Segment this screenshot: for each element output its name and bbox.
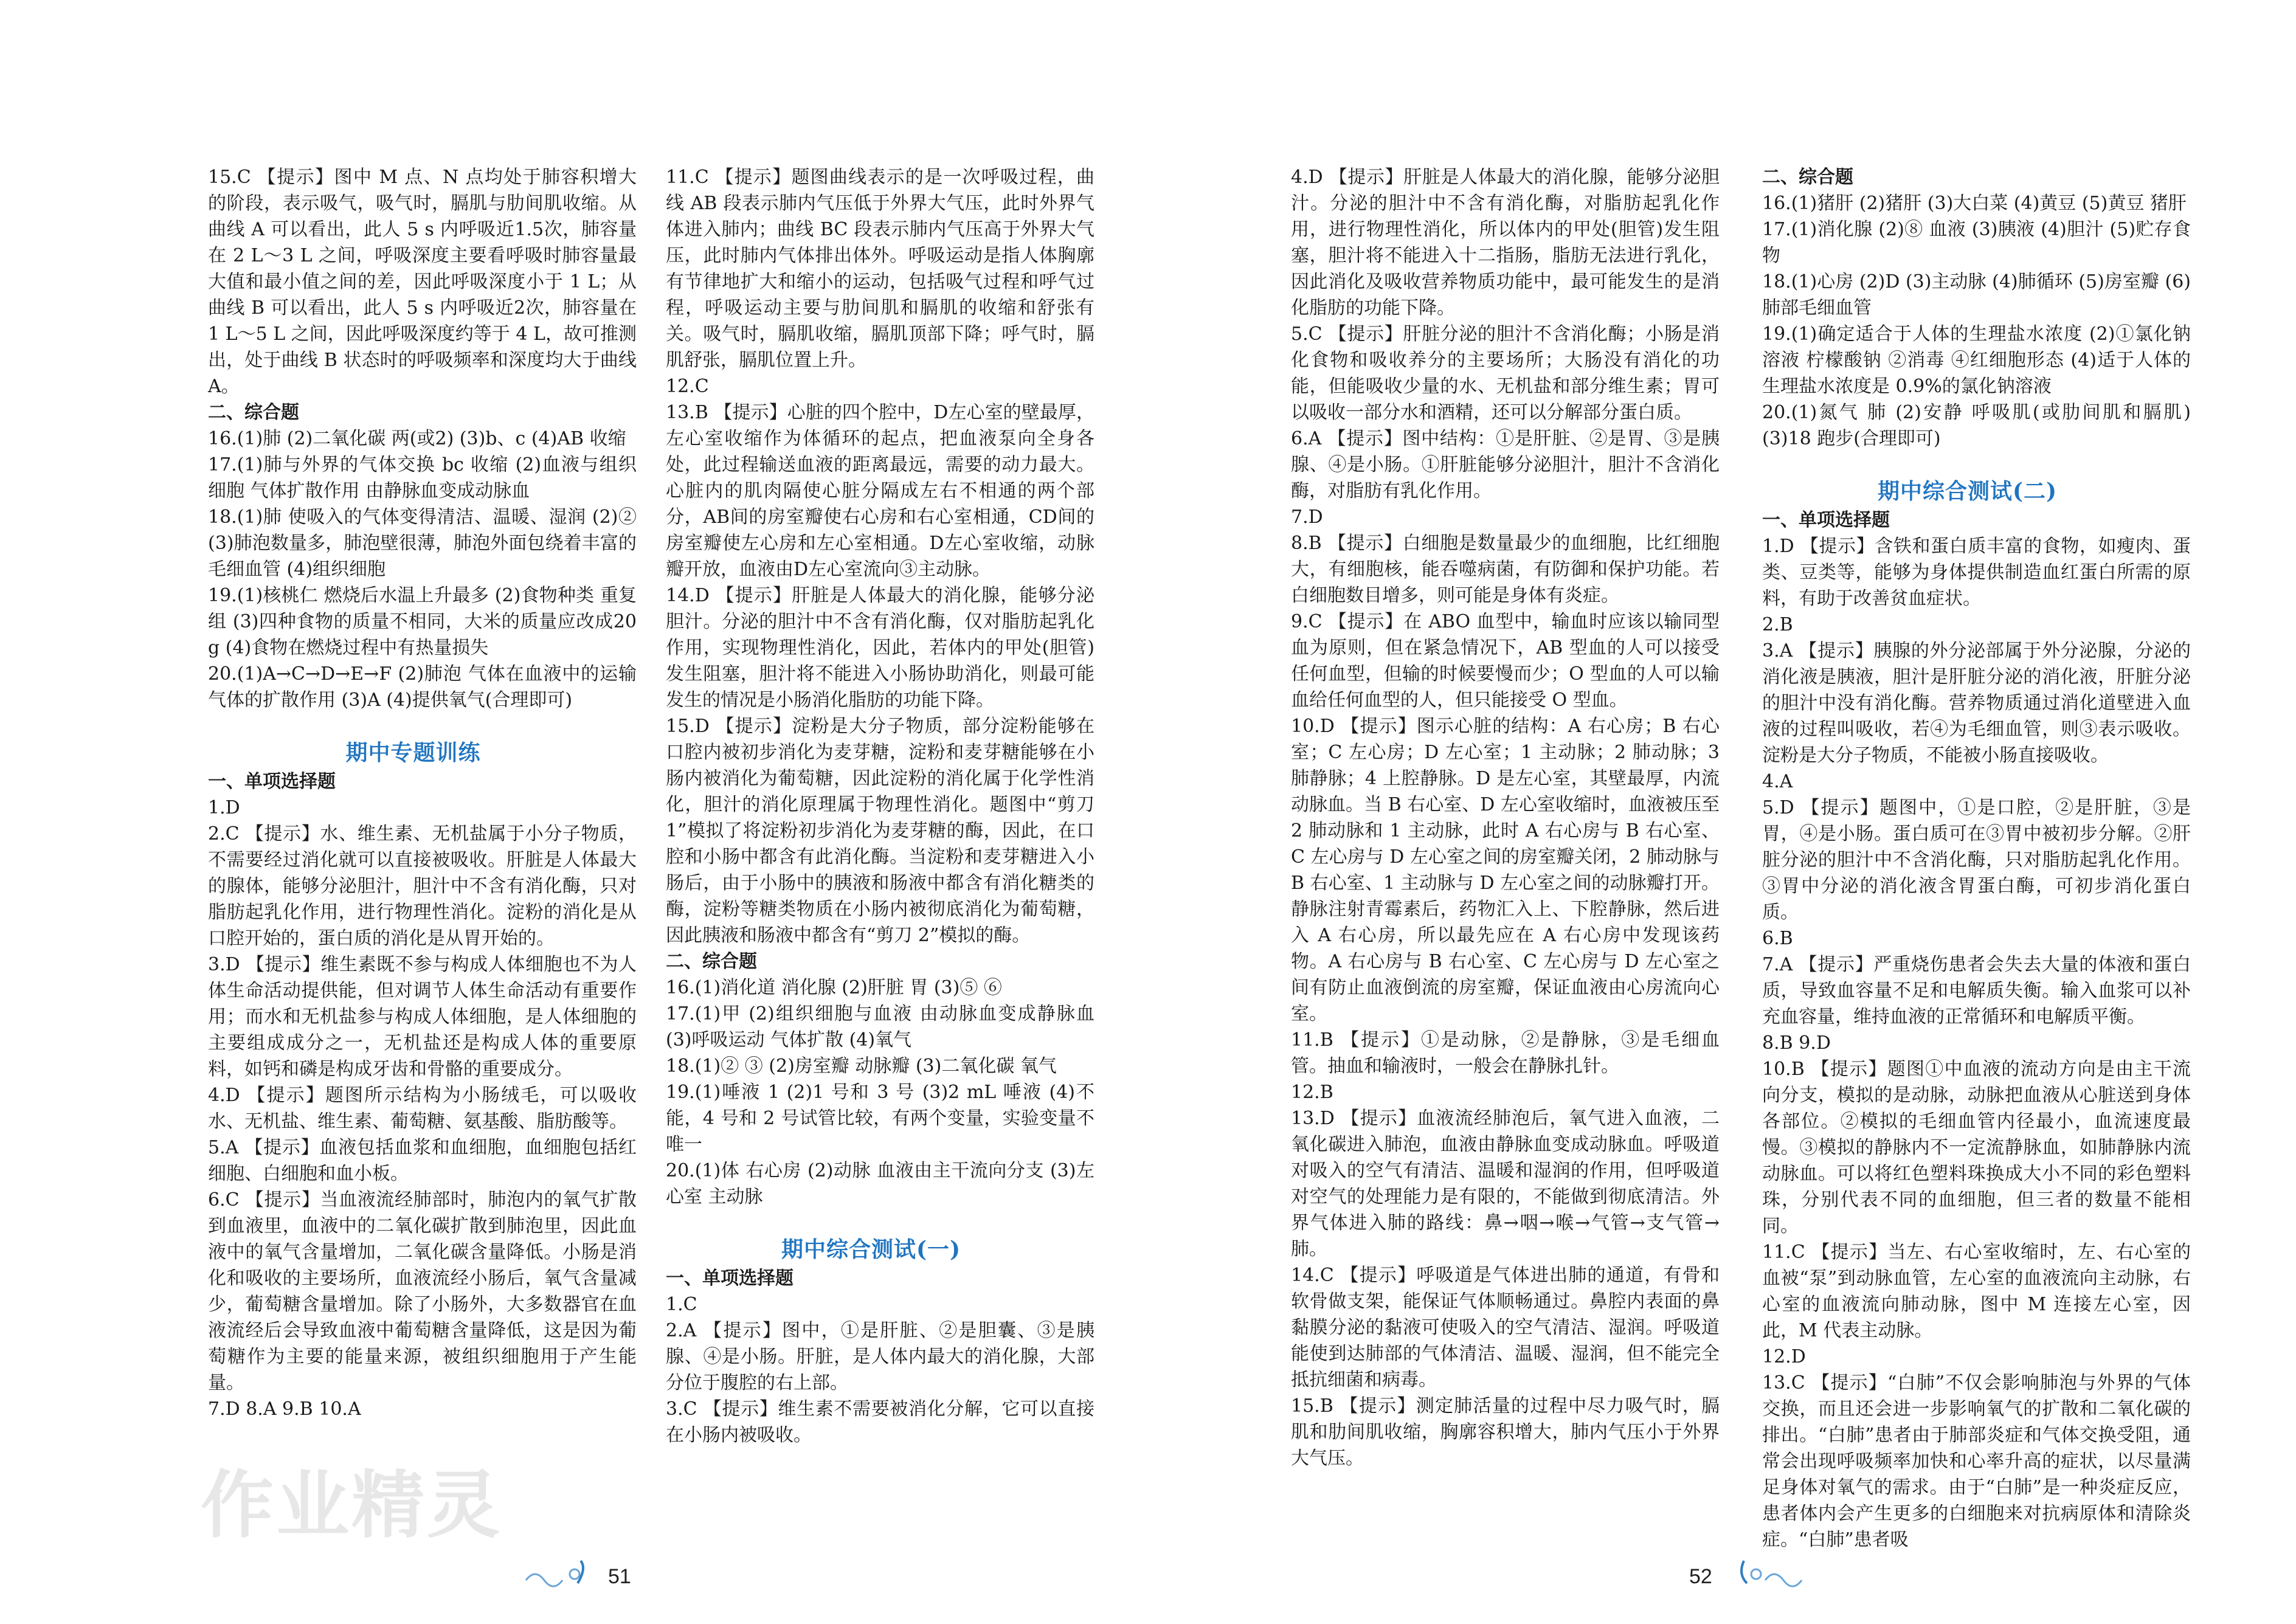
- wave-ornament-icon: [1732, 1556, 1805, 1592]
- answer-item: 17.(1)消化腺 (2)⑧ 血液 (3)胰液 (4)胆汁 (5)贮存食物: [1762, 219, 2191, 266]
- answer-item: 3.C 【提示】维生素不需要被消化分解，它可以直接在小肠内被吸收。: [666, 1398, 1094, 1446]
- answer-item: 1.D: [208, 797, 240, 818]
- answer-item: 6.A 【提示】图中结构：①是肝脏、②是胃、③是胰腺、④是小肠。①肝脏能够分泌胆汁，胆汁不含消化酶，对脂肪有乳化作用。: [1291, 428, 1720, 502]
- wave-ornament-icon: [520, 1556, 593, 1592]
- section-heading: 二、综合题: [666, 951, 757, 972]
- right-col-1: [1273, 164, 1720, 1471]
- answer-item: 16.(1)肺 (2)二氧化碳 两(或2) (3)b、c (4)AB 收缩: [208, 428, 626, 449]
- answer-item: 16.(1)消化道 消化腺 (2)肝脏 胃 (3)⑤ ⑥: [666, 977, 1002, 998]
- section-title: 期中综合测试(二): [1877, 479, 2058, 504]
- answer-item: 17.(1)甲 (2)组织细胞与血液 由动脉血变成静脉血 (3)呼吸运动 气体扩散 (4)氧气: [666, 1003, 1094, 1051]
- answer-item: 10.D 【提示】图示心脏的结构：A 右心房；B 右心室；C 左心房；D 左心室；1 主动脉；2 肺动脉；3 肺静脉；4 上腔静脉。D 是左心室，其壁最厚，内流动脉血。当 B 右心室、D 左心室收缩时，血液被压至 2 肺动脉和 1 主动脉，此时 A 右心房与 B 右心室、C 左心房与 D 左心室之间的房室瓣关闭，2 肺动脉与 B 右心室、1 主动脉与 D 左心室之间的动脉瓣打开。静脉注射青霉素后，药物汇入上、下腔静脉，然后进入 A 右心房，所以最先应在 A 右心房中发现该药物。A 右心房与 B 右心室、C 左心房与 D 左心室之间有防止血液倒流的房室瓣，保证血液由心房流向心室。: [1291, 716, 1720, 1025]
- answer-item: 18.(1)② ③ (2)房室瓣 动脉瓣 (3)二氧化碳 氧气: [666, 1056, 1057, 1077]
- answer-item: 4.D 【提示】题图所示结构为小肠绒毛，可以吸收水、无机盐、维生素、葡萄糖、氨基酸、脂肪酸等。: [208, 1085, 637, 1132]
- answer-item: 5.C 【提示】肝脏分泌的胆汁不含消化酶；小肠是消化食物和吸收养分的主要场所；大肠没有消化的功能，但能吸收少量的水、无机盐和部分维生素；胃可以吸收一部分水和酒精，还可以分解部分蛋白质。: [1291, 323, 1720, 423]
- answer-item: 12.C: [666, 376, 709, 397]
- page-number: 51: [608, 1565, 631, 1588]
- answer-item: 15.C 【提示】图中 M 点、N 点均处于肺容积增大的阶段，表示吸气，吸气时，膈肌与肋间肌收缩。从曲线 A 可以看出，此人 5 s 内呼吸近1.5次，肺容量在 2 L～3 L 之间，呼吸深度主要看呼吸时肺容量最大值和最小值之间的差，因此呼吸深度小于 1 L；从曲线 B 可以看出，此人 5 s 内呼吸近2次，肺容量在 1 L～5 L 之间，因此呼吸深度约等于 4 L，故可推测出，处于曲线 B 状态时的呼吸频率和深度均大于曲线 A。: [208, 167, 637, 397]
- answer-item: 6.B: [1762, 928, 1793, 949]
- watermark: 作业精灵: [201, 1463, 502, 1548]
- section-heading: 二、综合题: [208, 402, 299, 423]
- answer-item: 10.B 【提示】题图①中血液的流动方向是由主干流向分支，模拟的是动脉，动脉把血液从心脏送到身体各部位。②模拟的毛细血管内径最小，血流速度最慢。③模拟的静脉内不一定流静脉血，如肺静脉内流动脉血。可以将红色塑料珠换成大小不同的彩色塑料珠，分别代表不同的血细胞，但三者的数量不能相同。: [1762, 1059, 2191, 1237]
- answer-item: 3.A 【提示】胰腺的外分泌部属于外分泌腺，分泌的消化液是胰液，胆汁是肝脏分泌的消化液，肝脏分泌的胆汁中没有消化酶。营养物质通过消化道壁进入血液的过程叫吸收，若④为毛细血管，则③表示吸收。淀粉是大分子物质，不能被小肠直接吸收。: [1762, 640, 2191, 766]
- answer-item: 18.(1)心房 (2)D (3)主动脉 (4)肺循环 (5)房室瓣 (6)肺部毛细血管: [1762, 271, 2191, 319]
- right-page: [1148, 0, 2296, 1624]
- answer-item: 13.C 【提示】“白肺”不仅会影响肺泡与外界的气体交换，而且还会进一步影响氧气的扩散和二氧化碳的排出。“白肺”患者由于肺部炎症和气体交换受阻，通常会出现呼吸频率加快和心率升高的症状，以尽量满足身体对氧气的需求。由于“白肺”是一种炎症反应，患者体内会产生更多的白细胞来对抗病原体和清除炎症。“白肺”患者吸: [1762, 1372, 2191, 1550]
- answer-item: 17.(1)肺与外界的气体交换 bc 收缩 (2)血液与组织细胞 气体扩散作用 由静脉血变成动脉血: [208, 454, 637, 502]
- answer-item: 2.A 【提示】图中，①是肝脏、②是胆囊、③是胰腺、④是小肠。肝脏，是人体内最大的消化腺，大部分位于腹腔的右上部。: [666, 1320, 1094, 1394]
- answer-item: 5.A 【提示】血液包括血浆和血细胞，血细胞包括红细胞、白细胞和血小板。: [208, 1137, 637, 1184]
- answer-item: 1.D 【提示】含铁和蛋白质丰富的食物，如瘦肉、蛋类、豆类等，能够为身体提供制造血红蛋白所需的原料，有助于改善贫血症状。: [1762, 536, 2191, 609]
- answer-item: 2.B: [1762, 614, 1793, 635]
- answer-item: 15.B 【提示】测定肺活量的过程中尽力吸气时，膈肌和肋间肌收缩，胸廓容积增大，肺内气压小于外界大气压。: [1291, 1395, 1720, 1469]
- left-col-1: [190, 164, 637, 1422]
- section-heading: 一、单项选择题: [1762, 510, 1890, 531]
- answer-item: 18.(1)肺 使吸入的气体变得清洁、温暖、湿润 (2)② (3)肺泡数量多，肺泡壁很薄，肺泡外面包绕着丰富的毛细血管 (4)组织细胞: [208, 506, 637, 580]
- answer-item: 20.(1)A→C→D→E→F (2)肺泡 气体在血液中的运输 气体的扩散作用 (3)A (4)提供氧气(合理即可): [208, 663, 637, 711]
- left-col-2: [648, 164, 1094, 1448]
- answer-item: 11.C 【提示】题图曲线表示的是一次呼吸过程，曲线 AB 段表示肺内气压低于外界大气压，此时外界气体进入肺内；曲线 BC 段表示肺内气压高于外界大气压，此时肺内气体排出体外。呼吸运动是指人体胸廓有节律地扩大和缩小的运动，包括吸气过程和呼气过程，呼吸运动主要与肋间肌和膈肌的收缩和舒张有关。吸气时，膈肌收缩，膈肌顶部下降；呼气时，膈肌舒张，膈肌位置上升。: [666, 167, 1094, 371]
- answer-item: 15.D 【提示】淀粉是大分子物质，部分淀粉能够在口腔内被初步消化为麦芽糖，淀粉和麦芽糖能够在小肠内被消化为葡萄糖，因此淀粉的消化属于化学性消化，胆汁的消化原理属于物理性消化。题图中“剪刀 1”模拟了将淀粉初步消化为麦芽糖的酶，因此，在口腔和小肠中都含有此消化酶。当淀粉和麦芽糖进入小肠后，由于小肠中的胰液和肠液中都含有消化糖类的酶，淀粉等糖类物质在小肠内被彻底消化为葡萄糖，因此胰液和肠液中都含有“剪刀 2”模拟的酶。: [666, 716, 1094, 946]
- answer-item: 1.C: [666, 1294, 697, 1315]
- answer-item: 19.(1)确定适合于人体的生理盐水浓度 (2)①氯化钠溶液 柠檬酸钠 ②消毒 ④红细胞形态 (4)适于人体的生理盐水浓度是 0.9%的氯化钠溶液: [1762, 323, 2191, 397]
- answer-item: 16.(1)猪肝 (2)猪肝 (3)大白菜 (4)黄豆 (5)黄豆 猪肝: [1762, 193, 2187, 214]
- answer-item: 12.D: [1762, 1346, 1806, 1367]
- answer-item: 20.(1)体 右心房 (2)动脉 血液由主干流向分支 (3)左心室 主动脉: [666, 1160, 1094, 1208]
- answer-item: 2.C 【提示】水、维生素、无机盐属于小分子物质，不需要经过消化就可以直接被吸收。肝脏是人体最大的腺体，能够分泌胆汁，胆汁中不含有消化酶，只对脂肪起乳化作用，进行物理性消化。淀粉的消化是从口腔开始的，蛋白质的消化是从胃开始的。: [208, 823, 637, 949]
- answer-item: 7.D: [1291, 506, 1323, 528]
- answer-item: 14.C 【提示】呼吸道是气体进出肺的通道，有骨和软骨做支架，能保证气体顺畅通过。鼻腔内表面的鼻黏膜分泌的黏液可使吸入的空气清洁、湿润。呼吸道能使到达肺部的气体清洁、温暖、湿润，但不能完全抵抗细菌和病毒。: [1291, 1265, 1720, 1391]
- answer-item: 3.D 【提示】维生素既不参与构成人体细胞也不为人体生命活动提供能，但对调节人体生命活动有重要作用；而水和无机盐参与构成人体细胞，是人体细胞的主要组成成分之一，无机盐还是构成人体的重要原料，如钙和磷是构成牙齿和骨骼的重要成分。: [208, 954, 637, 1080]
- section-heading: 一、单项选择题: [208, 771, 336, 792]
- right-col-2: [1744, 164, 2191, 1553]
- answer-item: 4.A: [1762, 771, 1793, 792]
- section-heading: 一、单项选择题: [666, 1268, 794, 1289]
- answer-item: 19.(1)核桃仁 燃烧后水温上升最多 (2)食物种类 重复组 (3)四种食物的质量不相同，大米的质量应改成20 g (4)食物在燃烧过程中有热量损失: [208, 585, 637, 658]
- answer-item: 4.D 【提示】肝脏是人体最大的消化腺，能够分泌胆汁。分泌的胆汁中不含有消化酶，对脂肪起乳化作用，进行物理性消化，所以体内的甲处(胆管)发生阻塞，胆汁将不能进入十二指肠，脂肪无法进行乳化，因此消化及吸收营养物质功能中，最可能发生的是消化脂肪的功能下降。: [1291, 167, 1720, 319]
- answer-item: 14.D 【提示】肝脏是人体最大的消化腺，能够分泌胆汁。分泌的胆汁中不含有消化酶，仅对脂肪起乳化作用，实现物理性消化，因此，若体内的甲处(胆管)发生阻塞，胆汁将不能进入小肠协助消化，则最可能发生的情况是小肠消化脂肪的功能下降。: [666, 585, 1094, 711]
- answer-item: 7.A 【提示】严重烧伤患者会失去大量的体液和蛋白质，导致血容量不足和电解质失衡。输入血浆可以补充血容量，维持血液的正常循环和电解质平衡。: [1762, 954, 2191, 1028]
- answer-item: 19.(1)唾液 1 (2)1 号和 3 号 (3)2 mL 唾液 (4)不能，4 号和 2 号试管比较，有两个变量，实验变量不唯一: [666, 1082, 1094, 1155]
- answer-item: 6.C 【提示】当血液流经肺部时，肺泡内的氧气扩散到血液里，血液中的二氧化碳扩散到肺泡里，因此血液中的氧气含量增加，二氧化碳含量降低。小肠是消化和吸收的主要场所，血液流经小肠后，氧气含量减少，葡萄糖含量增加。除了小肠外，大多数器官在血液流经后会导致血液中葡萄糖含量降低，这是因为葡萄糖作为主要的能量来源，被组织细胞用于产生能量。: [208, 1189, 637, 1394]
- answer-item: 5.D 【提示】题图中，①是口腔，②是肝脏，③是胃，④是小肠。蛋白质可在③胃中被初步分解。②肝脏分泌的胆汁中不含消化酶，只对脂肪起乳化作用。③胃中分泌的消化液含胃蛋白酶，可初步消化蛋白质。: [1762, 797, 2191, 923]
- answer-item: 9.C 【提示】在 ABO 血型中，输血时应该以输同型血为原则，但在紧急情况下，AB 型血的人可以接受任何血型，但输的时候要慢而少；O 型血的人可以输血给任何血型的人，但只能接受 O 型血。: [1291, 611, 1720, 711]
- section-title: 期中综合测试(一): [781, 1237, 961, 1262]
- answer-item: 11.C 【提示】当左、右心室收缩时，左、右心室的血被“泵”到动脉血管，左心室的血液流向主动脉，右心室的血液流向肺动脉，图中 M 连接左心室，因此，M 代表主动脉。: [1762, 1242, 2191, 1341]
- answer-item: 20.(1)氮气 肺 (2)安静 呼吸肌(或肋间肌和膈肌) (3)18 跑步(合理即可): [1762, 402, 2191, 449]
- answer-item: 8.B 【提示】白细胞是数量最少的血细胞，比红细胞大，有细胞核，能吞噬病菌，有防御和保护功能。若白细胞数目增多，则可能是身体有炎症。: [1291, 533, 1720, 606]
- answer-item: 13.B 【提示】心脏的四个腔中，D左心室的壁最厚，左心室收缩作为体循环的起点，把血液泵向全身各处，此过程输送血液的距离最远，需要的动力最大。心脏内的肌肉隔使心脏分隔成左右不相通的两个部分，AB间的房室瓣使右心房和右心室相通，CD间的房室瓣使左心房和左心室相通。D左心室收缩，动脉瓣开放，血液由D左心室流向③主动脉。: [666, 402, 1094, 580]
- answer-item: 13.D 【提示】血液流经肺泡后，氧气进入血液，二氧化碳进入肺泡，血液由静脉血变成动脉血。呼吸道对吸入的空气有清洁、温暖和湿润的作用，但呼吸道对空气的处理能力是有限的，不能做到彻底清洁。外界气体进入肺的路线：鼻→咽→喉→气管→支气管→肺。: [1291, 1108, 1720, 1260]
- section-heading: 二、综合题: [1762, 167, 1853, 188]
- page-number: 52: [1689, 1565, 1712, 1588]
- answer-item: 8.B 9.D: [1762, 1032, 1831, 1054]
- answer-item: 7.D 8.A 9.B 10.A: [208, 1398, 361, 1420]
- answer-item: 12.B: [1291, 1082, 1333, 1103]
- section-title: 期中专题训练: [345, 740, 481, 765]
- answer-item: 11.B 【提示】①是动脉，②是静脉，③是毛细血管。抽血和输液时，一般会在静脉扎针。: [1291, 1029, 1720, 1077]
